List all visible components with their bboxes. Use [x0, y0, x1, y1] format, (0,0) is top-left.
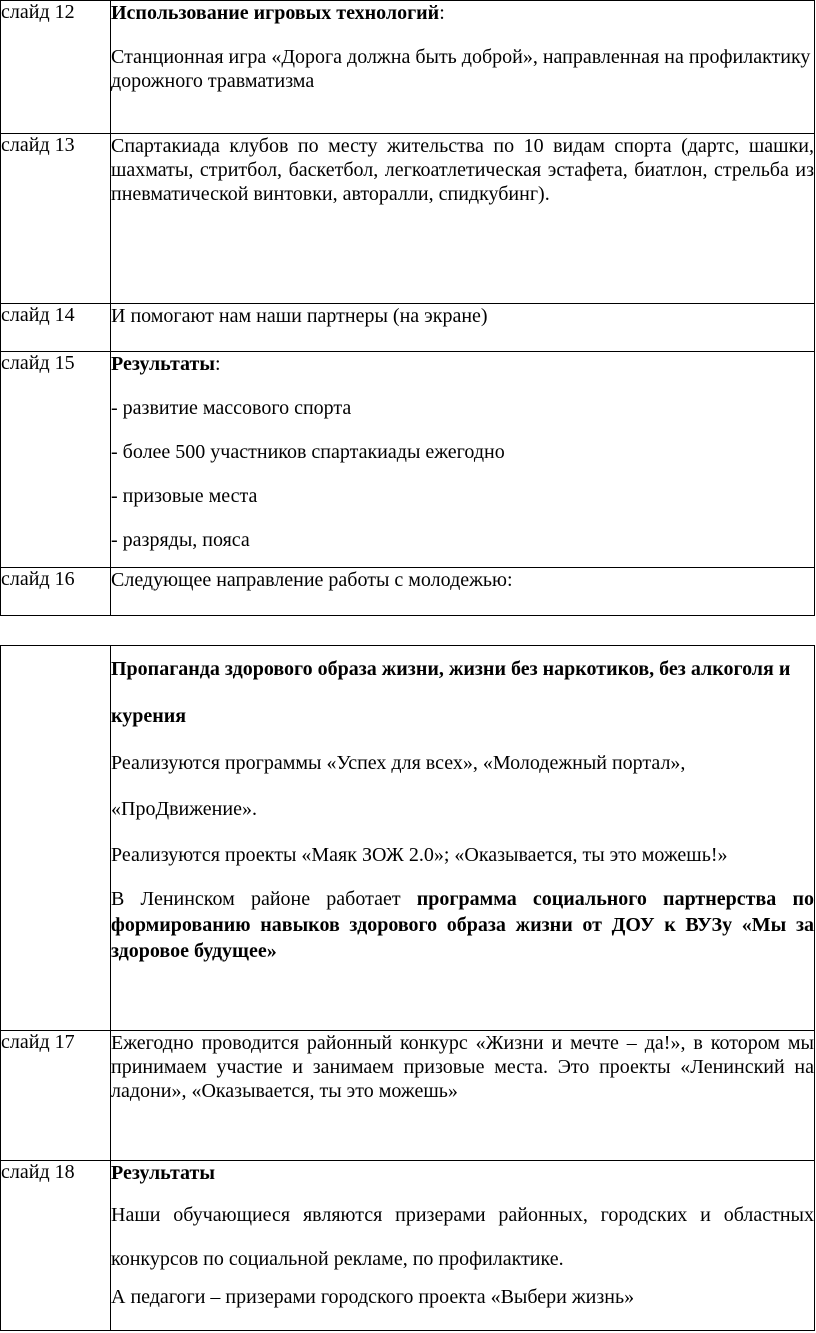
row-heading: [111, 1161, 814, 1185]
slide-label: слайд 15: [1, 352, 111, 568]
heading-colon: :: [214, 353, 221, 375]
table-row-slide-17: [1, 1031, 815, 1161]
list-item: - призовые места: [111, 485, 258, 507]
row-heading: [111, 646, 814, 740]
row-heading: [111, 1, 814, 25]
slide-content: [111, 352, 815, 568]
partnership-text: [111, 886, 814, 964]
table-row-slide-13: [1, 134, 815, 304]
slide-content: [111, 568, 815, 616]
table-row-slide-16: [1, 568, 815, 616]
row-text: Следующее направление работы с молодежью:: [111, 569, 513, 591]
row-text: Ежегодно проводится районный конкурс «Жизни и мечте – да!», в котором мы принимаем участие и занимаем призовые места. Это проекты «Ленинский на ладони», «Оказывается, ты это можешь»: [111, 1032, 814, 1102]
slide-content: [111, 1161, 815, 1331]
slide-content: [111, 1031, 815, 1161]
row-heading: [111, 352, 814, 376]
slide-content: [111, 134, 815, 304]
slide-label: слайд 12: [1, 1, 111, 134]
slide-label: [1, 646, 111, 1031]
list-item: - более 500 участников спартакиады ежегодно: [111, 441, 505, 463]
slide-label: слайд 14: [1, 304, 111, 352]
partnership-prefix: В Ленинском районе работает: [111, 888, 417, 910]
slide-content: [111, 1, 815, 134]
slides-table-2: [0, 645, 815, 1331]
slide-label: слайд 16: [1, 568, 111, 616]
heading-bold: Использование игровых технологий: [111, 2, 440, 24]
slide-label: слайд 17: [1, 1031, 111, 1161]
partnership-bold: программа социального партнерства по формированию навыков здорового образа жизни от ДОУ к ВУЗу «Мы за здоровое будущее»: [111, 888, 814, 962]
heading-bold: Результаты: [111, 1162, 215, 1184]
row-text: Наши обучающиеся являются призерами районных, городских и областных конкурсов по социальной рекламе, по профилактике.: [111, 1204, 814, 1270]
slide-label: слайд 18: [1, 1161, 111, 1331]
table-row-propaganda: [1, 646, 815, 1031]
table-row-slide-18: [1, 1161, 815, 1331]
programs-text: Реализуются программы «Успех для всех», «Молодежный портал», «ПроДвижение».: [111, 752, 686, 820]
row-text: И помогают нам наши партнеры (на экране): [111, 305, 488, 327]
slides-table-1: [0, 0, 815, 616]
heading-bold: Пропаганда здорового образа жизни, жизни без наркотиков, без алкоголя и курения: [111, 658, 791, 727]
heading-bold: Результаты: [111, 353, 215, 375]
slide-content: [111, 304, 815, 352]
table-row-slide-15: [1, 352, 815, 568]
slide-content: [111, 646, 815, 1031]
row-text: Станционная игра «Дорога должна быть доброй», направленная на профилактику дорожного травматизма: [111, 46, 811, 92]
list-item: - разряды, пояса: [111, 529, 250, 551]
row-text-2: А педагоги – призерами городского проекта «Выбери жизнь»: [111, 1286, 635, 1308]
row-text: Спартакиада клубов по месту жительства по 10 видам спорта (дартс, шашки, шахматы, стритбол, баскетбол, легкоатлетическая эстафета, биатлон, стрельба из пневматической винтовки, авторалли, спидкубинг).: [111, 135, 814, 205]
list-item: - развитие массового спорта: [111, 397, 352, 419]
projects-text: Реализуются проекты «Маяк ЗОЖ 2.0»; «Оказывается, ты это можешь!»: [111, 844, 728, 866]
table-row-slide-12: [1, 1, 815, 134]
slide-label: слайд 13: [1, 134, 111, 304]
table-row-slide-14: [1, 304, 815, 352]
heading-colon: :: [439, 2, 445, 24]
